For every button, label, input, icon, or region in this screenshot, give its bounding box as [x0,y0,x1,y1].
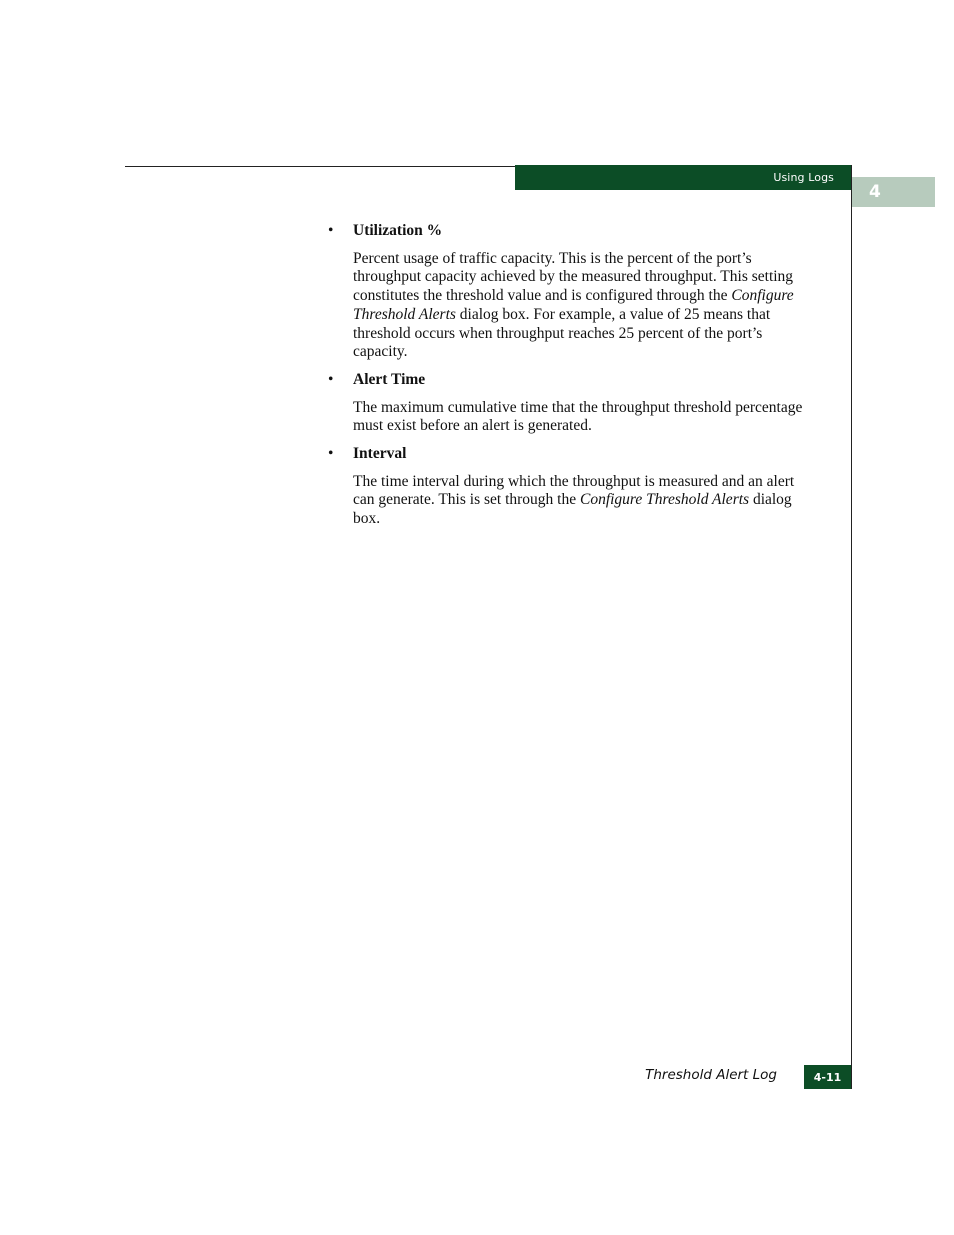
bullet: • [328,445,334,463]
term-heading: Utilization % [353,222,443,239]
header-rule [125,166,515,167]
dialog-name: Configure Threshold Alerts [353,287,794,323]
running-header [515,165,851,190]
chapter-tab [852,177,935,207]
page-number-box [804,1065,851,1089]
term-heading: Interval [353,445,407,463]
term-description: The maximum cumulative time that the throughput threshold percentage must exist before an alert is generated. [353,398,803,435]
margin-rule [851,165,852,1089]
bullet: • [328,370,334,388]
dialog-name: Configure Threshold Alerts [579,491,750,509]
chapter-number: 4 [869,182,881,202]
running-header-title: Using Logs [773,171,834,184]
list-item [328,445,813,529]
term-description: Percent usage of traffic capacity. This is the percent of the port’s throughput capacity achieved by the measured throughput. This setting constitutes the threshold value and is configured through the Configure Threshold Alerts dialog box. For example, a value of 25 means that threshold occurs when throughput reaches 25 percent of the port’s capacity. [353,249,794,361]
bullet: • [328,222,334,239]
list-item [328,222,813,362]
list-item [328,370,813,436]
body-content [328,222,813,538]
page-number: 4-11 [813,1070,842,1084]
term-heading: Alert Time [353,370,426,388]
term-description: The time interval during which the throughput is measured and an alert can generate. This is set through the Configure Threshold Alerts dialog box. [353,472,795,528]
footer-section-name: Threshold Alert Log [645,1067,777,1083]
